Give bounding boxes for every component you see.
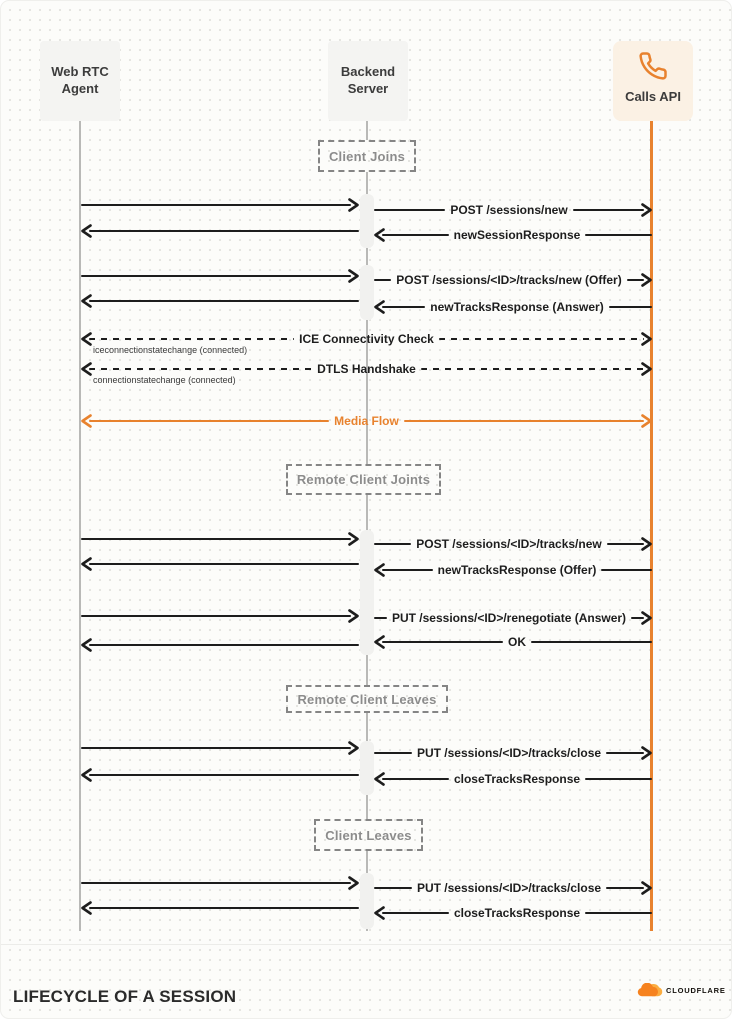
arrow-line [374, 617, 387, 619]
actor-label: Calls API [625, 89, 681, 104]
actor-backend-server [328, 41, 408, 121]
message-label: POST /sessions/new [450, 203, 568, 217]
arrowhead-right-icon [641, 746, 652, 760]
relay-arrow-right [81, 876, 359, 890]
message-label: newSessionResponse [453, 228, 581, 242]
arrowhead-right-icon [348, 741, 359, 755]
phase-label: Remote Client Leaves [297, 691, 437, 707]
message-ice-connectivity-check [81, 332, 652, 346]
message-post-sessions-new [374, 203, 652, 217]
arrow-line-dashed [421, 368, 644, 370]
arrowhead-right-icon [348, 269, 359, 283]
phase-remote-client-joins [286, 464, 441, 495]
arrow-line [81, 204, 351, 206]
relay-arrow-right [81, 741, 359, 755]
arrowhead-right-icon [641, 414, 652, 428]
actor-label: Backend [340, 64, 396, 80]
arrow-line [89, 300, 359, 302]
relay-arrow-right [81, 609, 359, 623]
relay-arrow-right [81, 532, 359, 546]
relay-arrow-right [81, 269, 359, 283]
arrow-line [382, 569, 433, 571]
relay-arrow-left [81, 294, 359, 308]
relay-arrow-left [81, 638, 359, 652]
arrow-line [531, 641, 652, 643]
arrow-line [374, 752, 412, 754]
message-put-tracks-close-2 [374, 881, 652, 895]
message-label: Media Flow [334, 414, 399, 428]
connection-state-note: connectionstatechange (connected) [93, 375, 236, 385]
arrow-line [609, 306, 652, 308]
arrow-line [81, 538, 351, 540]
arrowhead-right-icon [641, 332, 652, 346]
message-new-session-response [374, 228, 652, 242]
arrow-line [89, 907, 359, 909]
arrowhead-right-icon [641, 611, 652, 625]
message-post-tracks-new-offer [374, 273, 652, 287]
message-media-flow [81, 414, 652, 428]
phase-label: Remote Client Joints [296, 472, 431, 487]
arrow-line [585, 234, 652, 236]
actor-webrtc-agent [40, 41, 120, 121]
phase-label: Client Leaves [325, 827, 412, 843]
message-label: closeTracksResponse [453, 772, 581, 786]
actor-label: Server [347, 81, 389, 96]
cloudflare-logo [637, 983, 726, 998]
arrow-line [81, 615, 351, 617]
arrowhead-right-icon [641, 273, 652, 287]
actor-label: Web RTC [51, 64, 109, 80]
phone-icon [638, 51, 668, 81]
lifeline-webrtc-agent [79, 120, 81, 931]
arrow-line-dashed [89, 368, 312, 370]
arrow-line [382, 306, 425, 308]
arrow-line [374, 209, 445, 211]
message-label: DTLS Handshake [317, 362, 416, 376]
message-label: OK [508, 635, 526, 649]
arrow-line [382, 641, 503, 643]
message-put-tracks-close-1 [374, 746, 652, 760]
arrow-line [374, 887, 412, 889]
arrowhead-right-icon [641, 881, 652, 895]
arrow-line [89, 563, 359, 565]
phase-client-leaves [314, 819, 423, 851]
relay-arrow-left [81, 224, 359, 238]
message-label: newTracksResponse (Answer) [430, 300, 604, 314]
message-label: POST /sessions/<ID>/tracks/new [416, 537, 602, 551]
ice-state-note: iceconnectionstatechange (connected) [93, 345, 248, 355]
page-title: LIFECYCLE OF A SESSION [13, 987, 237, 1006]
message-label: closeTracksResponse [453, 906, 581, 920]
arrow-line [382, 912, 449, 914]
arrow-line [606, 887, 644, 889]
arrowhead-right-icon [348, 876, 359, 890]
arrow-line [89, 774, 359, 776]
actor-label: Agent [61, 81, 99, 96]
message-put-renegotiate-answer [374, 611, 652, 625]
activation-bar [360, 530, 374, 655]
arrow-line [606, 752, 644, 754]
arrow-line [89, 230, 359, 232]
arrow-line [81, 882, 351, 884]
relay-arrow-left [81, 557, 359, 571]
arrow-line-orange [89, 420, 329, 422]
message-new-tracks-response-offer [374, 563, 652, 577]
activation-bar [360, 741, 374, 795]
arrow-line-orange [404, 420, 644, 422]
message-close-tracks-response-2 [374, 906, 652, 920]
phase-remote-client-leaves [286, 685, 448, 713]
phase-label: Client Joins [328, 148, 406, 164]
arrowhead-right-icon [641, 203, 652, 217]
arrow-line [374, 543, 411, 545]
relay-arrow-right [81, 198, 359, 212]
message-label: PUT /sessions/<ID>/tracks/close [416, 746, 602, 760]
arrow-line [374, 279, 391, 281]
arrow-line [81, 275, 351, 277]
message-new-tracks-response-answer [374, 300, 652, 314]
arrow-line [601, 569, 652, 571]
message-dtls-handshake [81, 362, 652, 376]
arrow-line [81, 747, 351, 749]
arrow-line [382, 778, 449, 780]
arrowhead-right-icon [348, 532, 359, 546]
message-close-tracks-response-1 [374, 772, 652, 786]
arrow-line [573, 209, 644, 211]
actor-calls-api [613, 41, 693, 121]
arrow-line-dashed [439, 338, 644, 340]
arrow-line-dashed [89, 338, 294, 340]
message-label: newTracksResponse (Offer) [437, 563, 597, 577]
relay-arrow-left [81, 901, 359, 915]
activation-bar [360, 194, 374, 248]
activation-bar [360, 265, 374, 320]
message-ok [374, 635, 652, 649]
arrow-line [585, 778, 652, 780]
message-label: POST /sessions/<ID>/tracks/new (Offer) [396, 273, 622, 287]
arrowhead-right-icon [348, 198, 359, 212]
message-label: ICE Connectivity Check [299, 332, 434, 346]
footer-divider [1, 944, 732, 945]
cloudflare-wordmark: CLOUDFLARE [666, 986, 726, 995]
arrow-line [585, 912, 652, 914]
cloudflare-cloud-icon [637, 983, 663, 998]
phase-client-joins [318, 140, 416, 172]
arrow-line [382, 234, 449, 236]
arrow-line [89, 644, 359, 646]
activation-bar [360, 873, 374, 929]
message-label: PUT /sessions/<ID>/renegotiate (Answer) [391, 611, 627, 625]
arrowhead-right-icon [348, 609, 359, 623]
relay-arrow-left [81, 768, 359, 782]
message-label: PUT /sessions/<ID>/tracks/close [416, 881, 602, 895]
arrowhead-right-icon [641, 362, 652, 376]
arrowhead-right-icon [641, 537, 652, 551]
arrow-line [607, 543, 644, 545]
message-post-tracks-new [374, 537, 652, 551]
